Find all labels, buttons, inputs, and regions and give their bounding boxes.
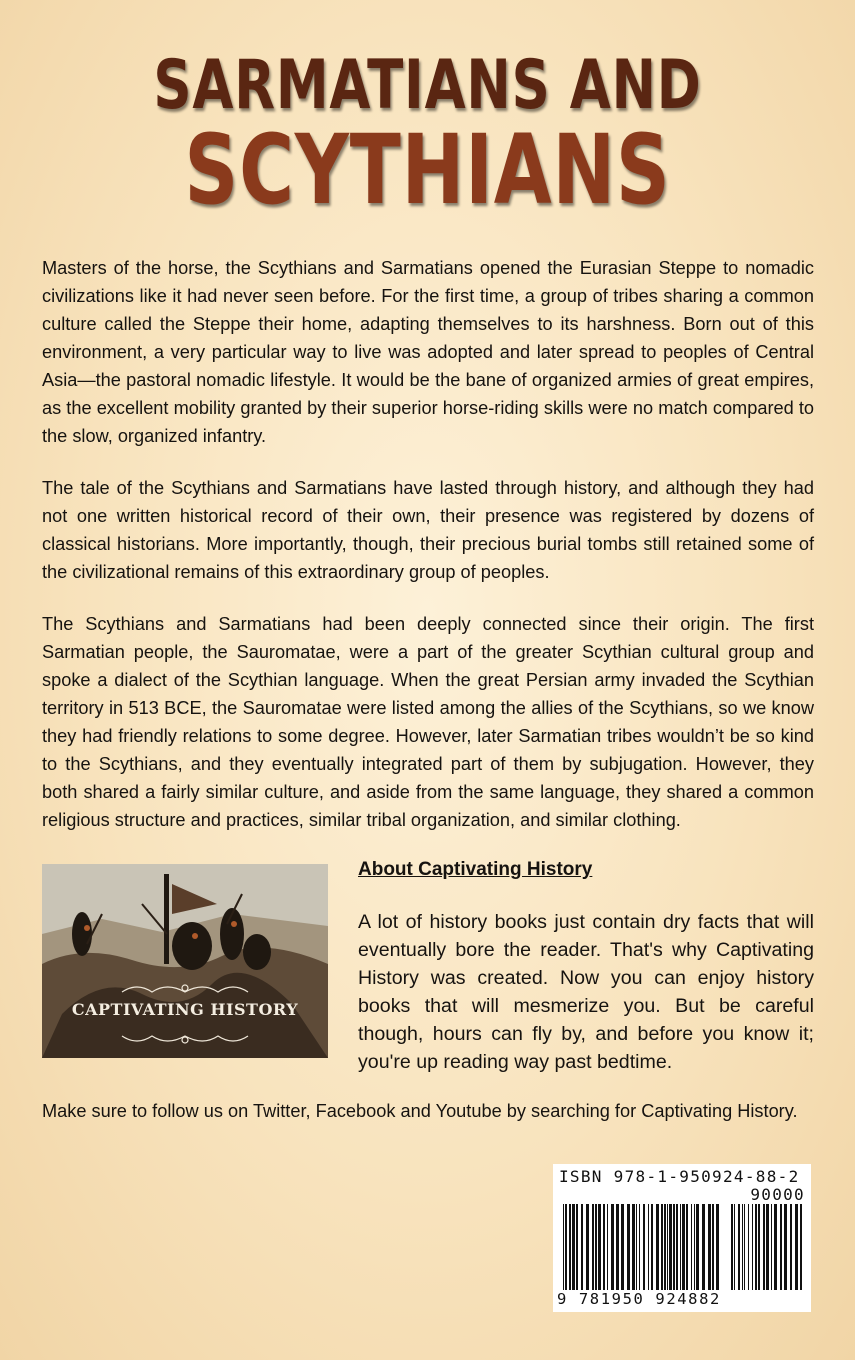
barcode-bar <box>771 1204 772 1290</box>
description-paragraph-1: Masters of the horse, the Scythians and Sarmatians opened the Eurasian Steppe to nomadic civilizations like it had never seen before. For the first time, a group of tribes sharing a common culture called the Steppe their home, adapting themselves to its harshness. Born out of this environment, a very particular way to live was adopted and later spread to peoples of Central Asia—the pastoral nomadic lifestyle. It would be the bane of organized armies of great empires, as the excellent mobility granted by their superior horse-riding skills were no match compared to the slow, organized infantry. <box>42 258 814 446</box>
barcode-bar <box>667 1204 668 1290</box>
barcode-bar <box>595 1204 597 1290</box>
barcode-bar <box>611 1204 614 1290</box>
barcode-bar <box>682 1204 685 1290</box>
barcode-bar <box>651 1204 653 1290</box>
barcode-bar <box>790 1204 792 1290</box>
barcode-bar <box>774 1204 777 1290</box>
barcode-bar <box>656 1204 659 1290</box>
barcode-bar <box>676 1204 678 1290</box>
barcode-bar <box>680 1204 681 1290</box>
battle-scene-illustration <box>42 864 328 1058</box>
barcode-bar <box>621 1204 624 1290</box>
barcode-bar <box>702 1204 705 1290</box>
barcode-bar <box>744 1204 745 1290</box>
follow-text: Make sure to follow us on Twitter, Facebook and Youtube by searching for Captivating History. <box>42 1101 798 1121</box>
barcode-bar <box>734 1204 735 1290</box>
barcode-bar <box>738 1204 740 1290</box>
barcode-bar <box>694 1204 695 1290</box>
barcode-bar <box>664 1204 666 1290</box>
about-body: A lot of history books just contain dry facts that will eventually bore the reader. That's why Captivating History was created. Now you can enjoy history books that will mesmerize you. But be careful though, hours can fly by, and before you know it; you're up reading way past bedtime. <box>358 911 814 1073</box>
barcode-bar <box>763 1204 765 1290</box>
barcode-bar <box>607 1204 608 1290</box>
description-paragraph-2: The tale of the Scythians and Sarmatians have lasted through history, and although they had not one written historical record of their own, their presence was registered by dozens of classical historians. More importantly, though, their precious burial tombs still retained some of the civilizational remains of this extraordinary group of peoples. <box>42 478 814 582</box>
barcode-bar <box>795 1204 798 1290</box>
barcode-bar <box>752 1204 753 1290</box>
barcode-bar <box>639 1204 640 1290</box>
logo-text: CAPTIVATING HISTORY <box>71 1000 299 1019</box>
barcode-bar <box>748 1204 749 1290</box>
price-code: 90000 <box>750 1185 805 1204</box>
barcode-bar <box>758 1204 760 1290</box>
barcode-bar <box>616 1204 619 1290</box>
barcode-main-bars <box>563 1204 723 1290</box>
barcode-bar <box>572 1204 575 1290</box>
barcode-bar <box>632 1204 635 1290</box>
barcode-bar <box>712 1204 714 1290</box>
barcode-bar <box>755 1204 757 1290</box>
barcode-bar <box>576 1204 578 1290</box>
barcode-bar <box>800 1204 802 1290</box>
title-line-2: SCYTHIANS <box>184 114 671 226</box>
barcode-bar <box>766 1204 769 1290</box>
barcode-bar <box>648 1204 649 1290</box>
title-line-1: SARMATIANS AND <box>153 46 702 125</box>
barcode-bar <box>661 1204 663 1290</box>
barcode-bar <box>563 1204 564 1290</box>
barcode-bar <box>669 1204 672 1290</box>
barcode-bar <box>569 1204 571 1290</box>
barcode-bar <box>636 1204 637 1290</box>
barcode-bar <box>586 1204 589 1290</box>
barcode-bar <box>643 1204 645 1290</box>
barcode-addon-bars <box>731 1204 803 1290</box>
isbn-label: ISBN 978-1-950924-88-2 <box>559 1167 800 1186</box>
about-heading: About Captivating History <box>358 859 593 880</box>
barcode-bar <box>691 1204 692 1290</box>
barcode-bar <box>708 1204 711 1290</box>
barcode-bar <box>673 1204 675 1290</box>
barcode-bar <box>784 1204 787 1290</box>
description-paragraph-3: The Scythians and Sarmatians had been deeply connected since their origin. The first Sarmatian people, the Sauromatae, were a part of the greater Scythian cultural group and spoke a dialect of the Scythian language. When the great Persian army invaded the Scythian territory in 513 BCE, the Sauromatae were listed among the allies of the Scythians, so we know they had friendly relations to some degree. However, later Sarmatian tribes wouldn’t be so kind to the Scythians, and they eventually integrated part of them by subjugation. However, they both shared a fairly similar culture, and aside from the same language, they shared a common religious structure and practices, similar tribal organization, and similar clothing. <box>42 614 814 830</box>
barcode-bar <box>780 1204 782 1290</box>
barcode-bar <box>696 1204 699 1290</box>
barcode-bar <box>716 1204 719 1290</box>
barcode-bar <box>742 1204 743 1290</box>
barcode-bar <box>592 1204 594 1290</box>
barcode-bar <box>598 1204 601 1290</box>
barcode-bar <box>565 1204 567 1290</box>
captivating-history-logo-image <box>42 864 328 1058</box>
isbn-barcode <box>553 1164 811 1312</box>
barcode-bar <box>627 1204 630 1290</box>
barcode-digits: 9 781950 924882 <box>557 1290 721 1308</box>
barcode-bar <box>581 1204 583 1290</box>
barcode-bar <box>731 1204 733 1290</box>
barcode-bar <box>603 1204 605 1290</box>
barcode-bar <box>686 1204 688 1290</box>
